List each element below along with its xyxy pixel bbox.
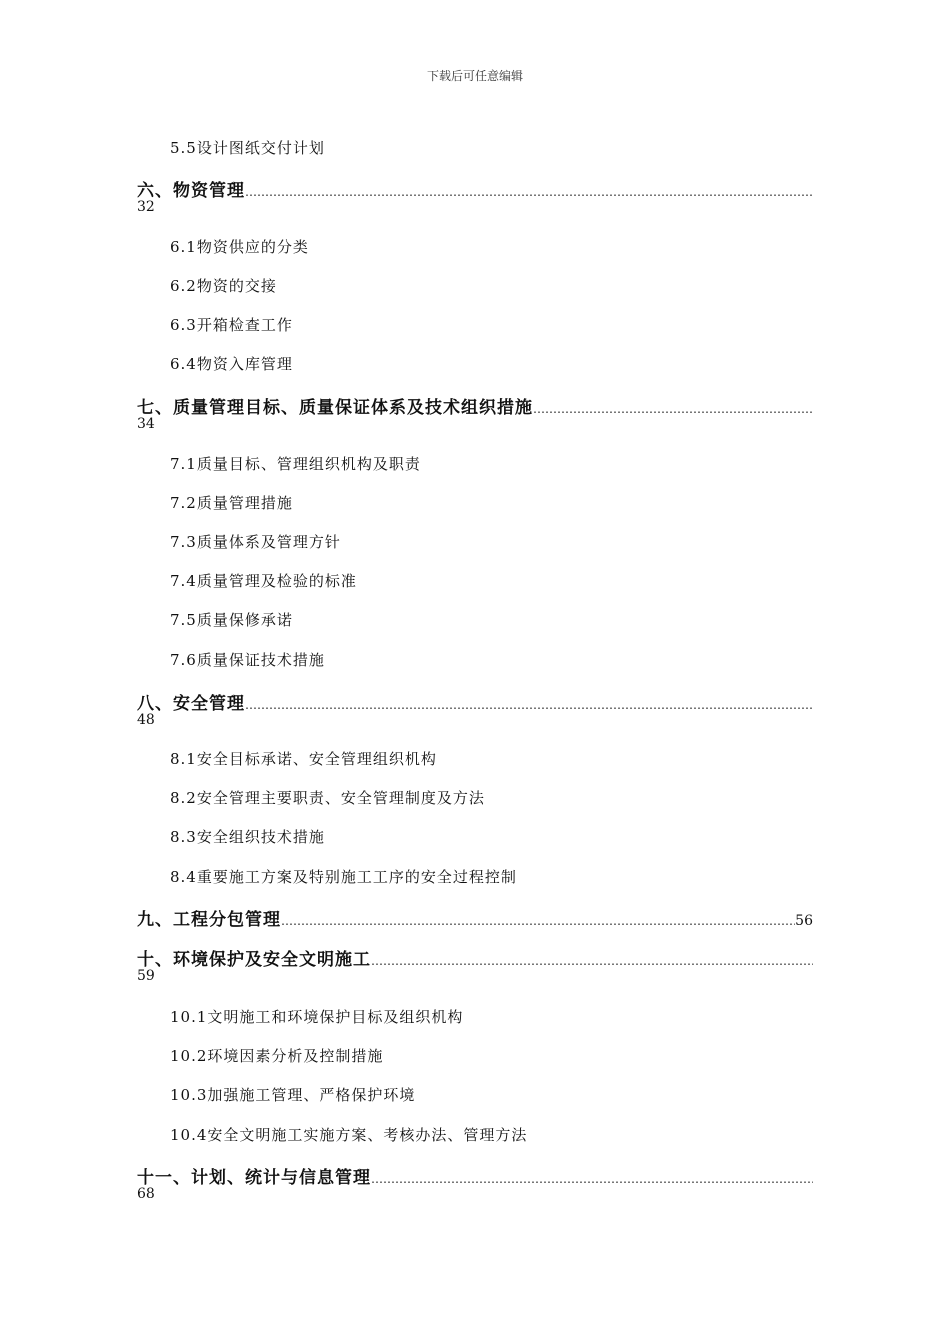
toc-item-label: 8.3安全组织技术措施: [170, 828, 325, 846]
toc-item-10-1[interactable]: [170, 1006, 463, 1027]
toc-item-7-3[interactable]: [170, 531, 341, 552]
toc-item-7-1[interactable]: [170, 453, 421, 474]
toc-item-8-3[interactable]: [170, 826, 325, 847]
toc-chapter-11[interactable]: [137, 1163, 813, 1202]
toc-chapter-9[interactable]: [137, 905, 813, 927]
toc-item-6-4[interactable]: [170, 353, 293, 374]
toc-page-number: 56: [795, 913, 813, 927]
toc-item-label: 10.4安全文明施工实施方案、考核办法、管理方法: [170, 1126, 528, 1144]
toc-item-8-2[interactable]: [170, 787, 485, 808]
toc-chapter-8[interactable]: [137, 689, 813, 728]
toc-item-label: 5.5设计图纸交付计划: [170, 139, 325, 157]
toc-chapter-title: 八、安全管理: [137, 694, 245, 711]
toc-item-label: 7.6质量保证技术措施: [170, 651, 325, 669]
toc-item-label: 10.2环境因素分析及控制措施: [170, 1047, 384, 1065]
toc-item-8-4[interactable]: [170, 866, 517, 887]
toc-page-number: 59: [137, 968, 155, 984]
dot-leader: [281, 914, 795, 927]
toc-item-label: 6.2物资的交接: [170, 277, 277, 295]
dot-leader: [245, 698, 813, 711]
dot-leader: [533, 402, 813, 415]
toc-item-6-2[interactable]: [170, 275, 277, 296]
toc-chapter-7[interactable]: [137, 393, 813, 432]
toc-page-number: 34: [137, 416, 155, 432]
dot-leader: [371, 1172, 813, 1185]
toc-item-7-2[interactable]: [170, 492, 293, 513]
toc-item-6-1[interactable]: [170, 236, 309, 257]
toc-item-10-2[interactable]: [170, 1045, 383, 1066]
toc-item-label: 8.1安全目标承诺、安全管理组织机构: [170, 750, 437, 768]
toc-item-label: 7.1质量目标、管理组织机构及职责: [170, 455, 421, 473]
toc-item-7-4[interactable]: [170, 570, 357, 591]
dot-leader: [371, 954, 813, 967]
toc-item-7-5[interactable]: [170, 609, 293, 630]
toc-item-label: 6.3开箱检查工作: [170, 316, 293, 334]
toc-page-number: 48: [137, 712, 155, 728]
toc-page-number: 32: [137, 199, 155, 215]
toc-chapter-title: 六、物资管理: [137, 181, 245, 198]
toc-item-10-4[interactable]: [170, 1124, 527, 1145]
toc-item-5-5[interactable]: [170, 137, 325, 158]
toc-chapter-title: 九、工程分包管理: [137, 910, 281, 927]
toc-chapter-title: 十、环境保护及安全文明施工: [137, 950, 371, 967]
toc-item-7-6[interactable]: [170, 649, 325, 670]
page-header: 下载后可任意编辑: [426, 69, 523, 83]
toc-item-label: 6.4物资入库管理: [170, 355, 293, 373]
toc-item-label: 10.1文明施工和环境保护目标及组织机构: [170, 1008, 464, 1026]
toc-item-10-3[interactable]: [170, 1084, 415, 1105]
dot-leader: [245, 185, 813, 198]
toc-item-label: 7.5质量保修承诺: [170, 611, 293, 629]
toc-item-label: 7.2质量管理措施: [170, 494, 293, 512]
toc-item-label: 8.2安全管理主要职责、安全管理制度及方法: [170, 789, 485, 807]
toc-chapter-10[interactable]: [137, 945, 813, 984]
toc-item-label: 6.1物资供应的分类: [170, 238, 309, 256]
toc-chapter-title: 十一、计划、统计与信息管理: [137, 1168, 371, 1185]
toc-item-label: 7.3质量体系及管理方针: [170, 533, 341, 551]
toc-chapter-6[interactable]: [137, 176, 813, 215]
toc-page-number: 68: [137, 1186, 155, 1202]
toc-item-label: 7.4质量管理及检验的标准: [170, 572, 357, 590]
toc-item-label: 8.4重要施工方案及特别施工工序的安全过程控制: [170, 868, 517, 886]
toc-item-6-3[interactable]: [170, 314, 293, 335]
toc-chapter-title: 七、质量管理目标、质量保证体系及技术组织措施: [137, 398, 533, 415]
toc-item-label: 10.3加强施工管理、严格保护环境: [170, 1086, 416, 1104]
toc-item-8-1[interactable]: [170, 748, 437, 769]
